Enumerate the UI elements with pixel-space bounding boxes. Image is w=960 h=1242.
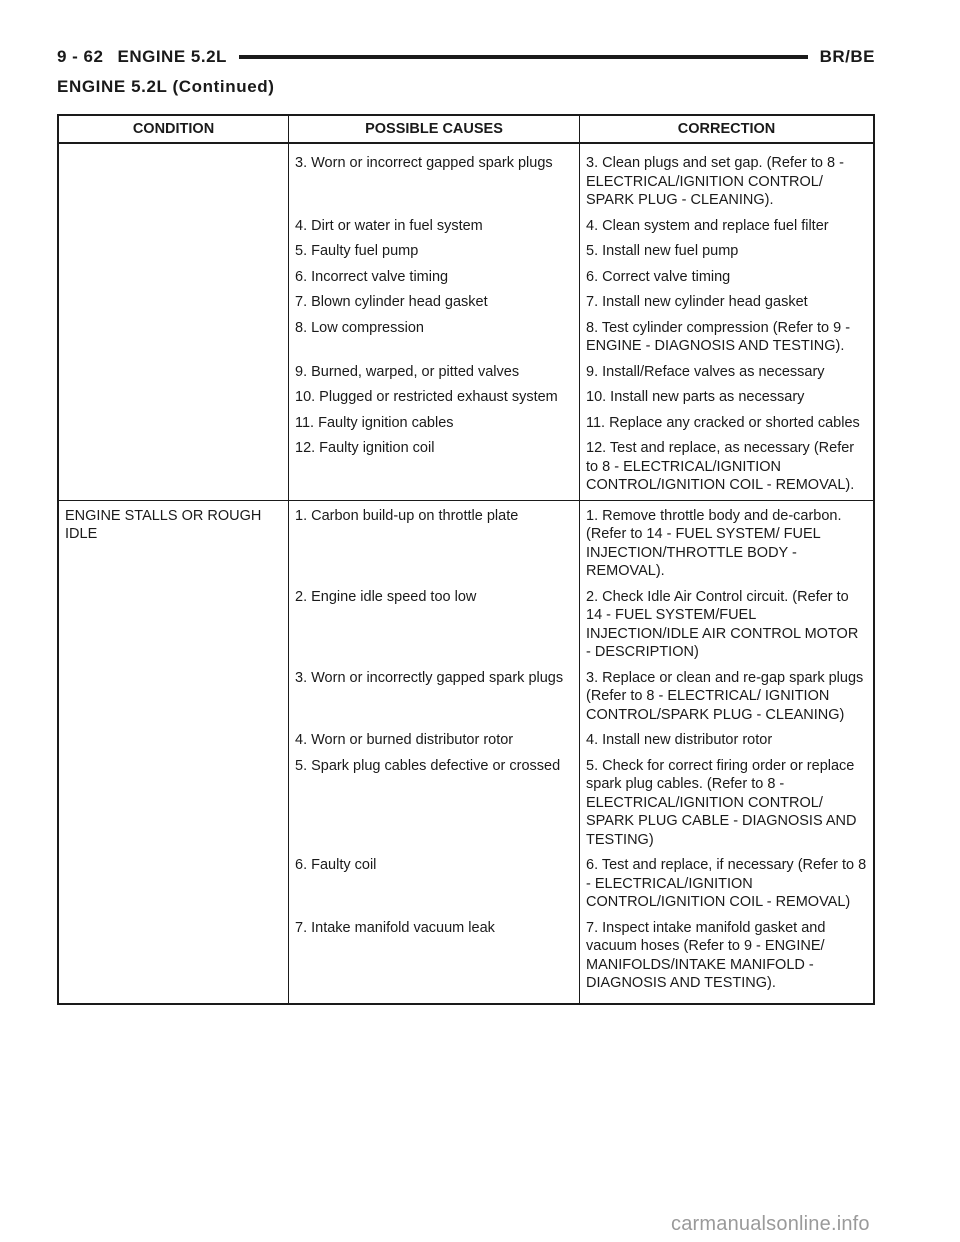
condition-cell: ENGINE STALLS OR ROUGH IDLE xyxy=(58,500,289,586)
condition-cell xyxy=(58,215,289,241)
column-header-condition: CONDITION xyxy=(58,115,289,143)
condition-cell xyxy=(58,755,289,855)
cause-cell: 3. Worn or incorrectly gapped spark plugs xyxy=(289,667,580,730)
condition-cell xyxy=(58,437,289,500)
correction-cell: 4. Install new distributor rotor xyxy=(586,732,773,748)
header-rule xyxy=(239,55,808,59)
table-row xyxy=(58,266,874,292)
correction-cell: 4. Clean system and replace fuel filter xyxy=(586,217,829,234)
cause-cell: 1. Carbon build-up on throttle plate xyxy=(289,500,580,586)
cause-cell: 10. Plugged or restricted exhaust system xyxy=(289,386,580,412)
table-row xyxy=(58,854,874,917)
table-row xyxy=(58,586,874,667)
condition-cell xyxy=(58,412,289,438)
correction-cell: 3. Replace or clean and re-gap spark plugs (Refer to 8 - ELECTRICAL/ IGNITION CONTROL/SPARK PLUG - CLEANING) xyxy=(586,669,864,723)
table-row xyxy=(58,917,874,1004)
cause-cell: 6. Faulty coil xyxy=(289,854,580,917)
page-header xyxy=(57,44,875,70)
column-header-correction: CORRECTION xyxy=(580,115,875,143)
cause-cell: 7. Intake manifold vacuum leak xyxy=(289,917,580,1004)
table-row xyxy=(58,755,874,855)
condition-cell xyxy=(58,729,289,755)
table-row xyxy=(58,361,874,387)
condition-cell xyxy=(58,291,289,317)
cause-cell: 6. Incorrect valve timing xyxy=(289,266,580,292)
table-row xyxy=(58,386,874,412)
page-number: 9 - 62 xyxy=(57,47,104,66)
table-row xyxy=(58,437,874,500)
section-title: ENGINE 5.2L xyxy=(117,47,227,66)
table-row xyxy=(58,240,874,266)
condition-cell xyxy=(58,667,289,730)
condition-cell xyxy=(58,386,289,412)
condition-cell xyxy=(58,143,289,215)
correction-cell: 2. Check Idle Air Control circuit. (Refer to 14 - FUEL SYSTEM/FUEL INJECTION/IDLE AIR CONTROL MOTOR - DESCRIPTION) xyxy=(586,588,859,660)
correction-cell: 10. Install new parts as necessary xyxy=(586,389,805,405)
table-header-row xyxy=(58,115,874,143)
table-body xyxy=(58,143,874,1004)
cause-cell: 7. Blown cylinder head gasket xyxy=(289,291,580,317)
condition-cell xyxy=(58,240,289,266)
diagnosis-table xyxy=(57,114,875,1005)
correction-cell: 3. Clean plugs and set gap. (Refer to 8 - ELECTRICAL/IGNITION CONTROL/ SPARK PLUG - CLEANING). xyxy=(586,155,844,208)
correction-cell: 7. Inspect intake manifold gasket and vacuum hoses (Refer to 9 - ENGINE/ MANIFOLDS/INTAKE MANIFOLD - DIAGNOSIS AND TESTING). xyxy=(586,919,826,991)
condition-cell xyxy=(58,361,289,387)
cause-cell: 4. Worn or burned distributor rotor xyxy=(289,729,580,755)
table-row xyxy=(58,317,874,361)
correction-cell: 6. Correct valve timing xyxy=(586,268,731,285)
condition-cell xyxy=(58,586,289,667)
condition-cell xyxy=(58,266,289,292)
cause-cell: 5. Faulty fuel pump xyxy=(289,240,580,266)
cause-cell: 11. Faulty ignition cables xyxy=(289,412,580,438)
cause-cell: 5. Spark plug cables defective or crossed xyxy=(289,755,580,855)
correction-cell: 1. Remove throttle body and de-carbon. (Refer to 14 - FUEL SYSTEM/ FUEL INJECTION/THROTTLE BODY - REMOVAL). xyxy=(580,500,875,586)
cause-cell: 8. Low compression xyxy=(289,317,580,361)
cause-cell: 9. Burned, warped, or pitted valves xyxy=(289,361,580,387)
table-row xyxy=(58,291,874,317)
condition-cell xyxy=(58,854,289,917)
cause-cell: 12. Faulty ignition coil xyxy=(289,437,580,500)
table-row xyxy=(58,412,874,438)
correction-cell: 12. Test and replace, as necessary (Refer to 8 - ELECTRICAL/IGNITION CONTROL/IGNITION COIL - REMOVAL). xyxy=(586,440,855,493)
cause-cell: 4. Dirt or water in fuel system xyxy=(289,215,580,241)
correction-cell: 8. Test cylinder compression (Refer to 9 - ENGINE - DIAGNOSIS AND TESTING). xyxy=(586,319,851,354)
page-subtitle: ENGINE 5.2L (Continued) xyxy=(57,77,275,96)
table-row xyxy=(58,729,874,755)
watermark: carmanualsonline.info xyxy=(671,1213,870,1235)
model-code: BR/BE xyxy=(819,47,875,66)
column-header-causes: POSSIBLE CAUSES xyxy=(289,115,580,143)
table-row xyxy=(58,215,874,241)
cause-cell: 2. Engine idle speed too low xyxy=(289,586,580,667)
table-row xyxy=(58,500,874,586)
cause-cell: 3. Worn or incorrect gapped spark plugs xyxy=(289,143,580,215)
correction-cell: 7. Install new cylinder head gasket xyxy=(586,294,808,310)
condition-cell xyxy=(58,917,289,1004)
table-row xyxy=(58,143,874,215)
correction-cell: 9. Install/Reface valves as necessary xyxy=(586,363,825,380)
table-row xyxy=(58,667,874,730)
correction-cell: 5. Check for correct firing order or replace spark plug cables. (Refer to 8 - ELECTRICAL/IGNITION CONTROL/ SPARK PLUG CABLE - DIAGNOSIS AND TESTING) xyxy=(586,757,857,848)
correction-cell: 5. Install new fuel pump xyxy=(586,243,739,259)
correction-cell: 6. Test and replace, if necessary (Refer to 8 - ELECTRICAL/IGNITION CONTROL/IGNITION COIL - REMOVAL) xyxy=(586,857,867,910)
condition-cell xyxy=(58,317,289,361)
correction-cell: 11. Replace any cracked or shorted cables xyxy=(586,414,860,431)
